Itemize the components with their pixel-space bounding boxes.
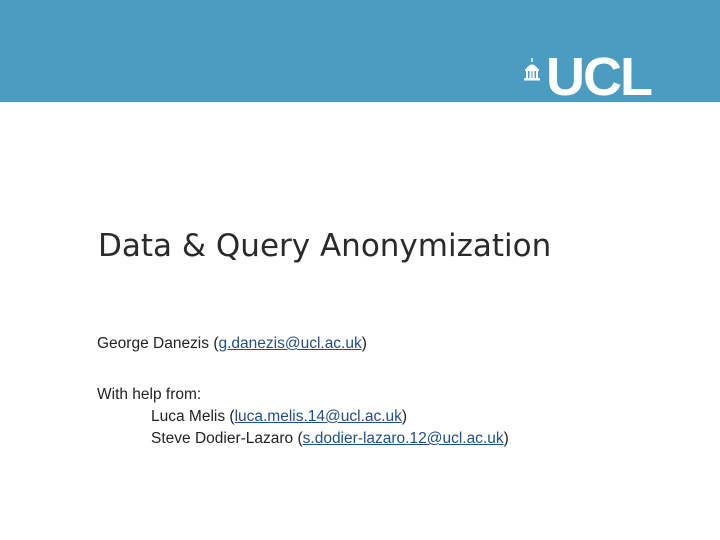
author-line: George Danezis (g.danezis@ucl.ac.uk) — [97, 335, 367, 352]
helper-email-link[interactable]: s.dodier-lazaro.12@ucl.ac.uk — [302, 430, 504, 447]
portico-dome-icon — [523, 58, 541, 82]
helper-name: Luca Melis — [151, 408, 226, 425]
help-label: With help from: — [97, 386, 202, 403]
ucl-logo — [523, 47, 693, 107]
helper-email-link[interactable]: luca.melis.14@ucl.ac.uk — [234, 408, 402, 425]
author-name: George Danezis — [97, 335, 210, 352]
helper-item: Luca Melis (luca.melis.14@ucl.ac.uk) — [151, 408, 408, 425]
slide-title: Data & Query Anonymization — [98, 228, 552, 264]
helper-name: Steve Dodier-Lazaro — [151, 430, 294, 447]
author-email-link[interactable]: g.danezis@ucl.ac.uk — [218, 335, 362, 352]
helper-item: Steve Dodier-Lazaro (s.dodier-lazaro.12@ucl.ac.uk) — [151, 430, 509, 447]
logo-text: UCL — [546, 47, 651, 107]
acknowledgements — [97, 384, 509, 450]
